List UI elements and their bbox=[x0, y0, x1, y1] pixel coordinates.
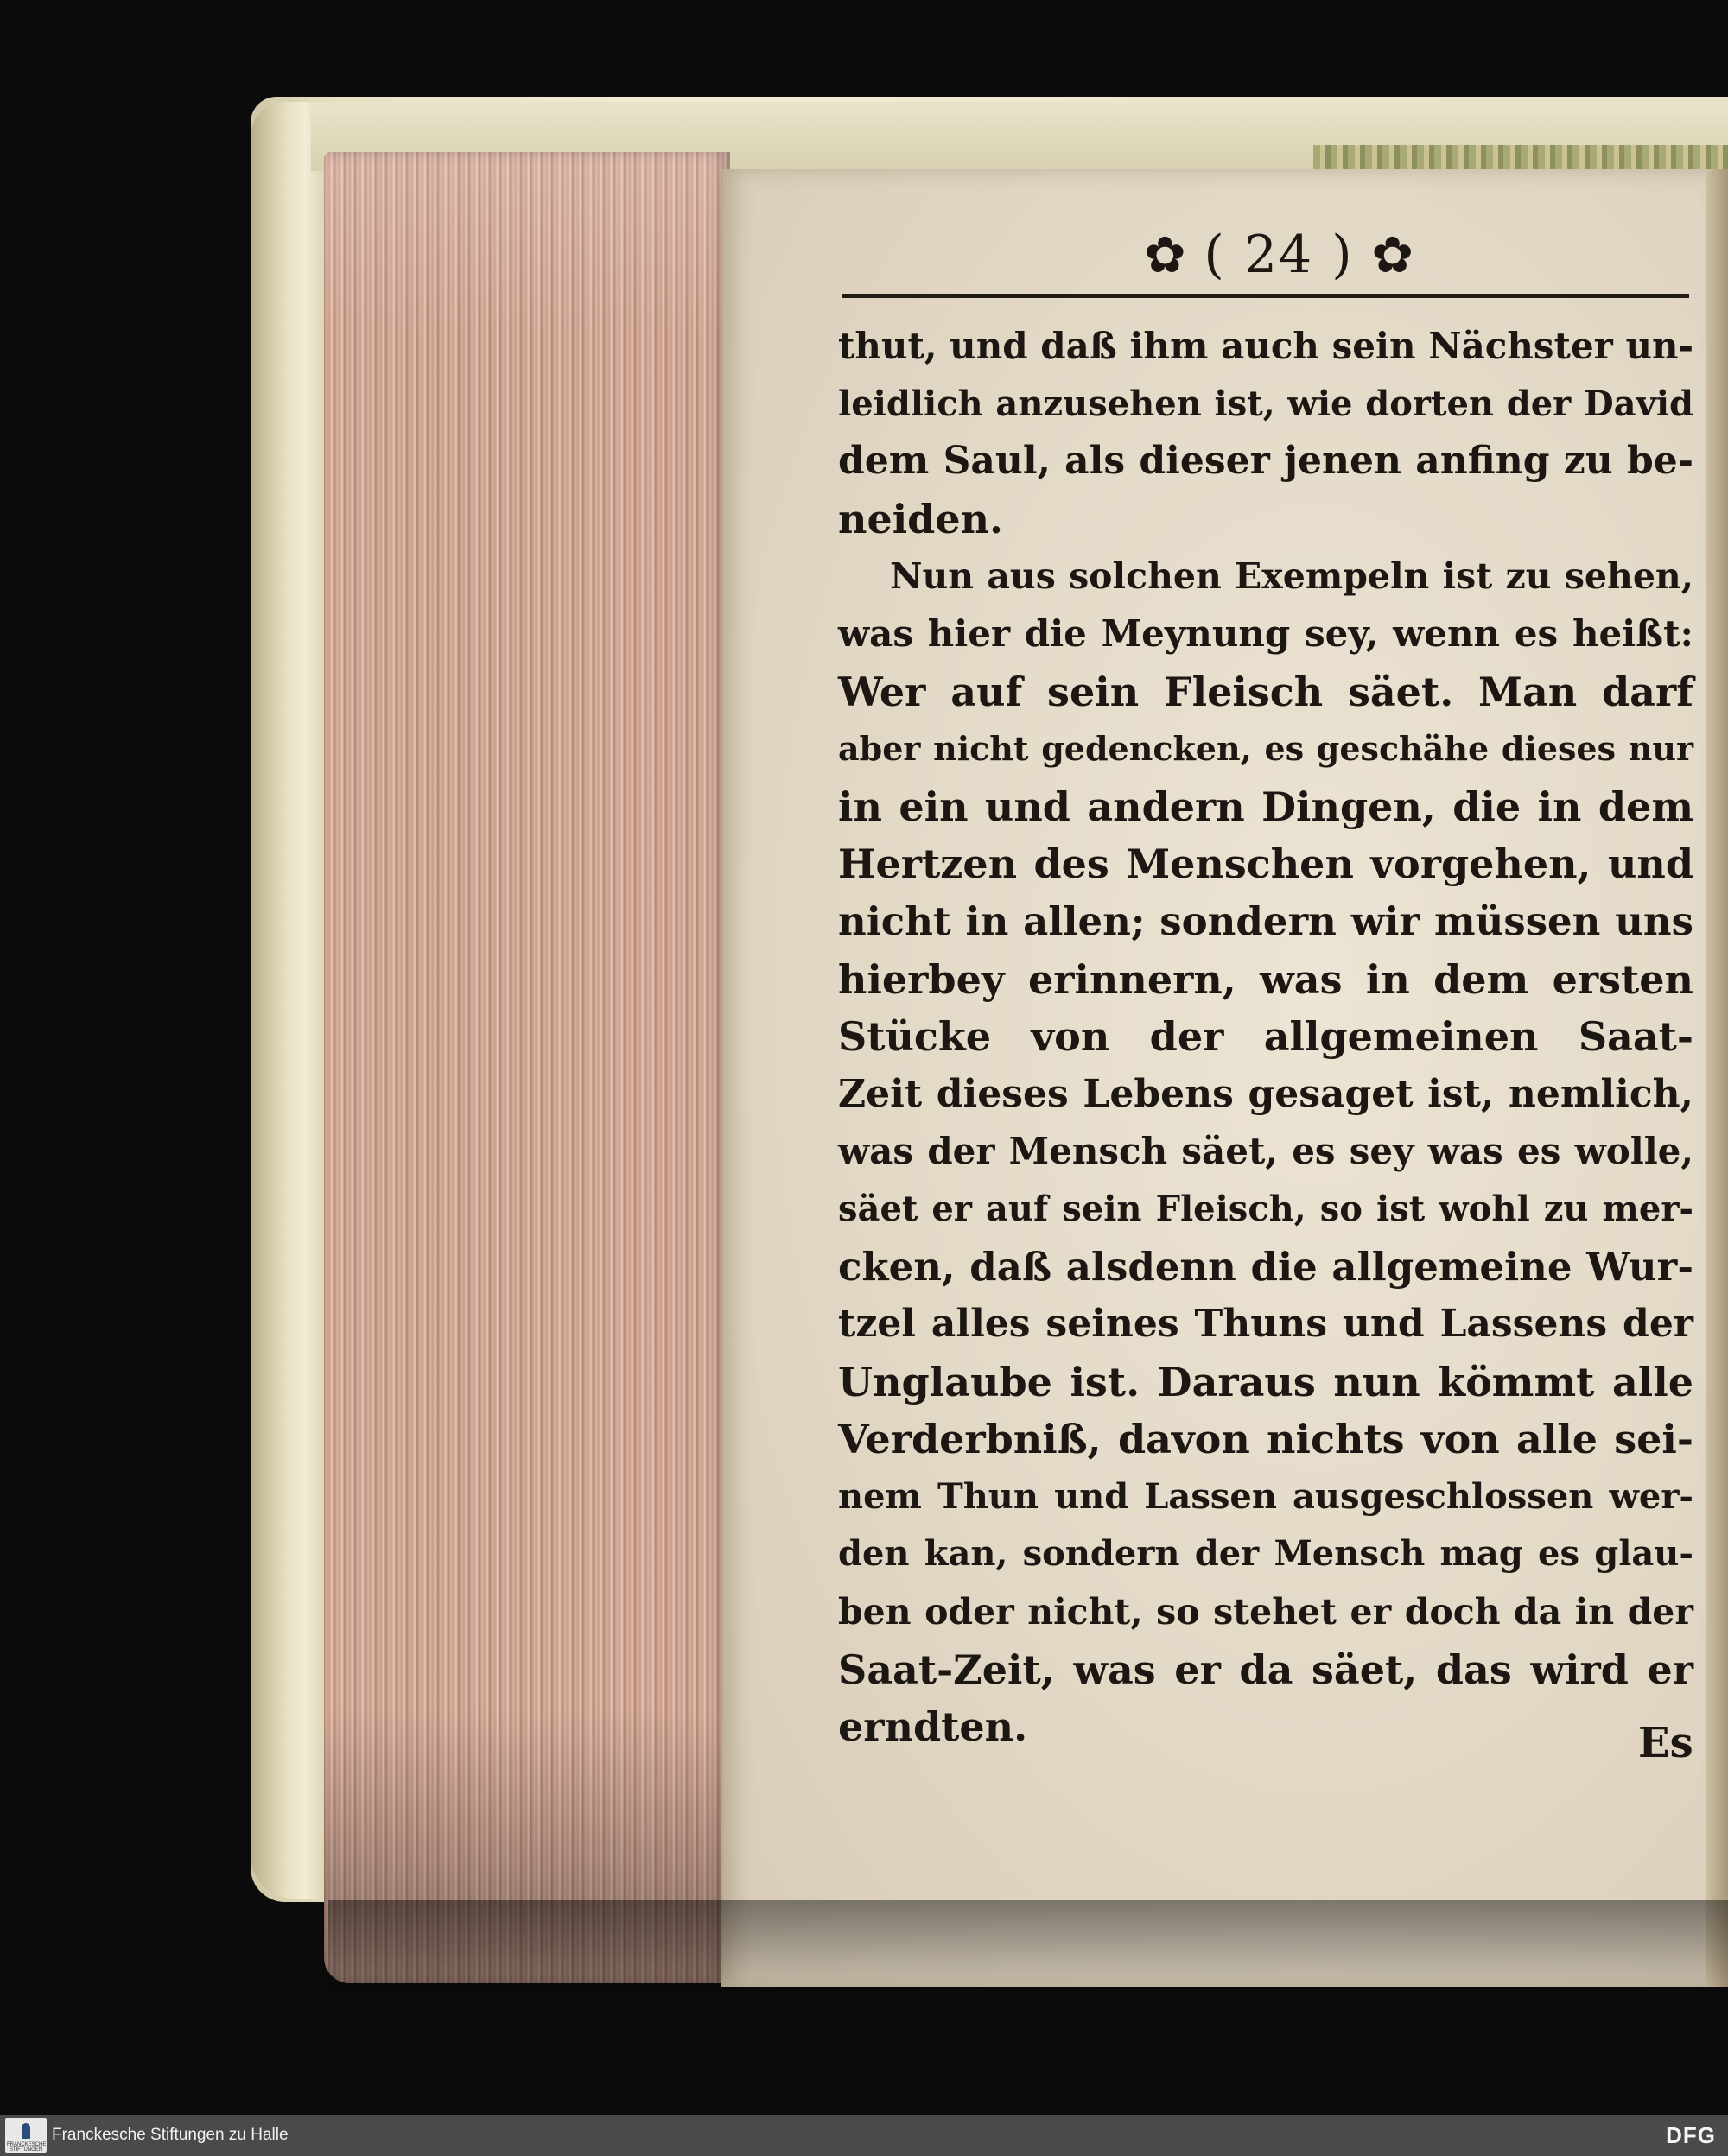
text-line: säet er auf sein Fleisch, so ist wohl zu mer- bbox=[838, 1188, 1693, 1229]
cover-spine bbox=[251, 102, 328, 1899]
text-line: nem Thun und Lassen ausgeschlossen wer- bbox=[838, 1475, 1693, 1517]
page-edges-shade bbox=[324, 152, 730, 1983]
page-right-edge bbox=[1706, 169, 1728, 1987]
text-line: nicht in allen; sondern wir müssen uns bbox=[838, 897, 1693, 944]
catchword: Es bbox=[1638, 1719, 1693, 1767]
text-line: hierbey erinnern, was in dem ersten bbox=[838, 955, 1693, 1003]
text-line: ben oder nicht, so stehet er doch da in der bbox=[838, 1591, 1693, 1633]
flower-ornament-icon: ✿ bbox=[1144, 225, 1186, 284]
flower-ornament-icon: ✿ bbox=[1371, 225, 1414, 284]
text-line: Hertzen des Menschen vorgehen, und bbox=[838, 840, 1693, 888]
text-line: was hier die Meynung sey, wenn es heißt: bbox=[838, 612, 1693, 655]
page-number: ( 24 ) bbox=[1204, 225, 1354, 285]
text-line: dem Saul, als dieser jenen anfing zu be- bbox=[838, 439, 1693, 484]
institution-logo[interactable] bbox=[5, 2118, 47, 2153]
text-line: den kan, sondern der Mensch mag es glau- bbox=[838, 1533, 1693, 1575]
text-line: thut, und daß ihm auch sein Nächster un- bbox=[838, 325, 1693, 367]
text-line: leidlich anzusehen ist, wie dorten der David bbox=[838, 383, 1693, 424]
text-line: neiden. bbox=[838, 495, 1004, 542]
text-line: Saat-Zeit, was er da säet, das wird er bbox=[838, 1646, 1693, 1693]
logo-text: FRANCKESCHE STIFTUNGEN bbox=[7, 2142, 47, 2153]
text-line: Wer auf sein Fleisch säet. Man darf bbox=[838, 668, 1693, 715]
text-line: erndten. bbox=[838, 1703, 1028, 1751]
text-line: Nun aus solchen Exempeln ist zu sehen, bbox=[890, 555, 1693, 598]
text-line: cken, daß alsdenn die allgemeine Wur- bbox=[838, 1243, 1693, 1290]
text-line: aber nicht gedencken, es geschähe dieses nur bbox=[838, 729, 1693, 769]
text-line: tzel alles seines Thuns und Lassens der bbox=[838, 1302, 1693, 1347]
bottom-shadow bbox=[328, 1900, 1728, 2004]
institution-name: Franckesche Stiftungen zu Halle bbox=[52, 2126, 289, 2144]
header-rule bbox=[842, 294, 1689, 298]
dfg-logo[interactable]: DFG bbox=[1666, 2122, 1716, 2148]
page-body bbox=[838, 318, 1693, 1756]
page-header bbox=[1115, 220, 1443, 289]
building-icon bbox=[22, 2123, 30, 2139]
text-line: Zeit dieses Lebens gesaget ist, nemlich, bbox=[838, 1071, 1693, 1116]
viewer-footer bbox=[0, 2115, 1728, 2156]
text-line: in ein und andern Dingen, die in dem bbox=[838, 783, 1693, 830]
text-line: Stücke von der allgemeinen Saat- bbox=[838, 1013, 1693, 1061]
text-line: was der Mensch säet, es sey was es wolle, bbox=[838, 1130, 1693, 1173]
text-line: Verderbniß, davon nichts von alle sei- bbox=[838, 1416, 1693, 1463]
text-line: Unglaube ist. Daraus nun kömmt alle bbox=[838, 1358, 1693, 1405]
